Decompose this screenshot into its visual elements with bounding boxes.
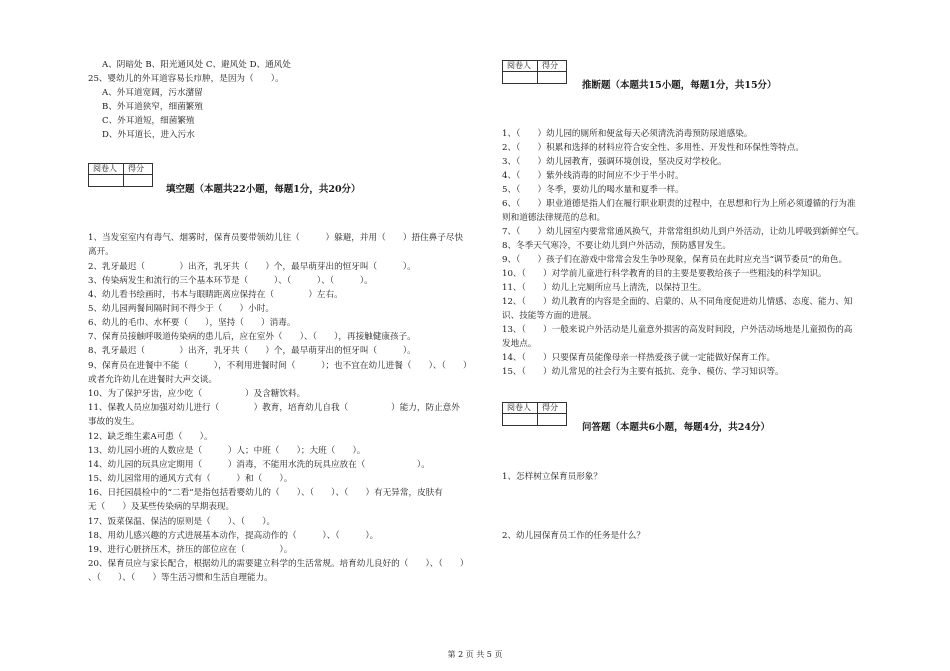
list-item: 14、幼儿园的玩具应定期用（ ）消毒，不能用水洗的玩具应放在（ ）。 [88, 460, 430, 470]
list-item: 12、缺乏维生素A可患（ ）。 [88, 432, 213, 442]
score-label: 得分 [538, 403, 567, 414]
grader-cell [503, 72, 538, 84]
score-label: 得分 [538, 61, 567, 72]
list-item: 8、乳牙最迟（ ）出齐，乳牙共（ ）个，最早萌芽出的恒牙叫（ ）。 [88, 346, 416, 356]
list-item: 14、（ ）只要保育员能像母亲一样热爱孩子就一定能做好保育工作。 [502, 353, 776, 363]
list-item: 离开。 [88, 247, 114, 257]
list-item: 、（ ）、（ ）等生活习惯和生活自理能力。 [88, 573, 273, 583]
option-line: A、阴暗处 B、阳光通风处 C、避风处 D、通风处 [102, 60, 291, 70]
option-c: C、外耳道短，细菌繁殖 [102, 116, 195, 126]
list-item: 识、技能等方面的进展。 [502, 311, 597, 321]
list-item: 13、（ ）一般来说户外活动是儿童意外损害的高发时间段，户外活动场地是儿童损伤的高 [502, 325, 853, 335]
list-item: 8、冬季天气寒冷，不要让幼儿到户外活动，预防感冒发生。 [502, 241, 731, 251]
list-item: 2、（ ）积累和选择的材料应符合安全性、多用性、开发性和环保性等特点。 [502, 143, 804, 153]
list-item: 1、当发室室内有毒气、烟雾时，保育员要带领幼儿往（ ）躲避，并用（ ）捂住鼻子尽快 [88, 233, 464, 243]
list-item: 9、保育员在进餐中不能（ ），不利用进餐时间（ ）；也不宜在幼儿进餐（ ）、（ ） [88, 361, 472, 371]
list-item: 18、用幼儿感兴趣的方式进展基本动作，提高动作的（ ）、（ ）。 [88, 531, 379, 541]
list-item: 10、为了保护牙齿，应少吃（ ）及含糖饮料。 [88, 389, 306, 399]
section-title-judgment: 推断题（本题共15小题，每题1分，共15分） [582, 80, 777, 91]
list-item: 17、饭菜保温、保洁的原则是（ ）、（ ）。 [88, 517, 276, 527]
score-table [502, 402, 567, 426]
score-cell [538, 72, 567, 84]
list-item: 4、幼儿看书绘画时，书本与眼睛距离应保持在（ ）左右。 [88, 290, 343, 300]
list-item: 15、（ ）幼儿常见的社会行为主要有抵抗、竞争、模仿、学习知识等。 [502, 367, 784, 377]
score-label: 得分 [124, 164, 153, 175]
list-item: 15、幼儿园常用的通风方式有（ ）和（ ）。 [88, 474, 293, 484]
grader-cell [503, 414, 538, 426]
list-item: 7、保育员接触呼吸道传染病的患儿后，应在室外（ ）、（ ），再接触健康孩子。 [88, 332, 416, 342]
list-item: 或者允许幼儿在进餐时大声交谈。 [88, 375, 217, 385]
list-item: 4、（ ）紫外线消毒的时间应不少于半小时。 [502, 171, 684, 181]
list-item: 1、（ ）幼儿园的厕所和便盆每天必须清洗消毒预防尿道感染。 [502, 129, 753, 139]
qa-question: 1、怎样树立保育员形象？ [502, 472, 602, 482]
score-table [88, 163, 153, 187]
list-item: 无（ ）及某些传染病的早期表现。 [88, 502, 235, 512]
score-cell [124, 175, 153, 187]
list-item: 16、日托园晨检中的“二看”是指包括看婴幼儿的（ ）、（ ）、（ ）有无异常，皮肤有 [88, 488, 443, 498]
list-item: 6、幼儿的毛巾、水杯要（ ），坚持（ ）消毒。 [88, 318, 296, 328]
list-item: 19、进行心脏挤压术，挤压的部位应在（ ）。 [88, 545, 293, 555]
option-a: A、外耳道宽阔，污水潴留 [102, 88, 203, 98]
list-item: 7、（ ）幼儿园室内要常常通风换气，并常常组织幼儿到户外活动，让幼儿呼吸到新鲜空气。 [502, 227, 865, 237]
list-item: 事故的发生。 [88, 417, 140, 427]
list-item: 11、保教人员应加强对幼儿进行（ ）教育，培育幼儿自我（ ）能力，防止意外 [88, 403, 460, 413]
grader-label: 阅卷人 [503, 61, 538, 72]
grader-label: 阅卷人 [89, 164, 124, 175]
score-cell [538, 414, 567, 426]
list-item: 13、幼儿园小班的人数应是（ ）人；中班（ ）；大班（ ）。 [88, 446, 366, 456]
list-item: 2、乳牙最迟（ ）出齐，乳牙共（ ）个，最早萌芽出的恒牙叫（ ）。 [88, 262, 416, 272]
list-item: 20、保育员应与家长配合，根据幼儿的需要建立科学的生活常规。培育幼儿良好的（ ）、（ ） [88, 559, 469, 569]
option-d: D、外耳道长，进入污水 [102, 130, 195, 140]
list-item: 5、幼儿园两餐间隔时间不得少于（ ）小时。 [88, 304, 274, 314]
list-item: 11、（ ）幼儿上完厕所应马上清洗，以保持卫生。 [502, 283, 707, 293]
list-item: 发地点。 [502, 339, 537, 349]
list-item: 则和道德法律规范的总和。 [502, 213, 606, 223]
list-item: 5、（ ）冬季，要幼儿的喝水量和夏季一样。 [502, 185, 684, 195]
section-title-qa: 问答题（本题共6小题，每题4分，共24分） [582, 422, 770, 433]
page-number: 第 2 页 共 5 页 [447, 650, 503, 659]
grader-label: 阅卷人 [503, 403, 538, 414]
question-25: 25、婴幼儿的外耳道容易长疖肿，是因为（ ）。 [88, 74, 284, 84]
list-item: 10、（ ）对学前儿童进行科学教育的目的主要是要教给孩子一些粗浅的科学知识。 [502, 269, 827, 279]
section-title-fill-blank: 填空题（本题共22小题，每题1分，共20分） [166, 184, 361, 195]
qa-question: 2、幼儿园保育员工作的任务是什么？ [502, 531, 645, 541]
list-item: 3、传染病发生和流行的三个基本环节是（ ）、（ ）、（ ）。 [88, 276, 373, 286]
list-item: 3、（ ）幼儿园教育，强调环境创设，坚决反对学校化。 [502, 157, 727, 167]
option-b: B、外耳道狭窄，细菌繁殖 [102, 102, 203, 112]
list-item: 12、（ ）幼儿教育的内容是全面的、启蒙的、从不同角度促进幼儿情感、态度、能力、知 [502, 297, 853, 307]
list-item: 6、（ ）职业道德是指人们在履行职业职责的过程中，在思想和行为上所必须遵循的行为准 [502, 199, 856, 209]
grader-cell [89, 175, 124, 187]
score-table [502, 60, 567, 84]
list-item: 9、（ ）孩子们在游戏中常常会发生争吵现象，保育员在此时应充当“调节委员”的角色。 [502, 255, 848, 265]
